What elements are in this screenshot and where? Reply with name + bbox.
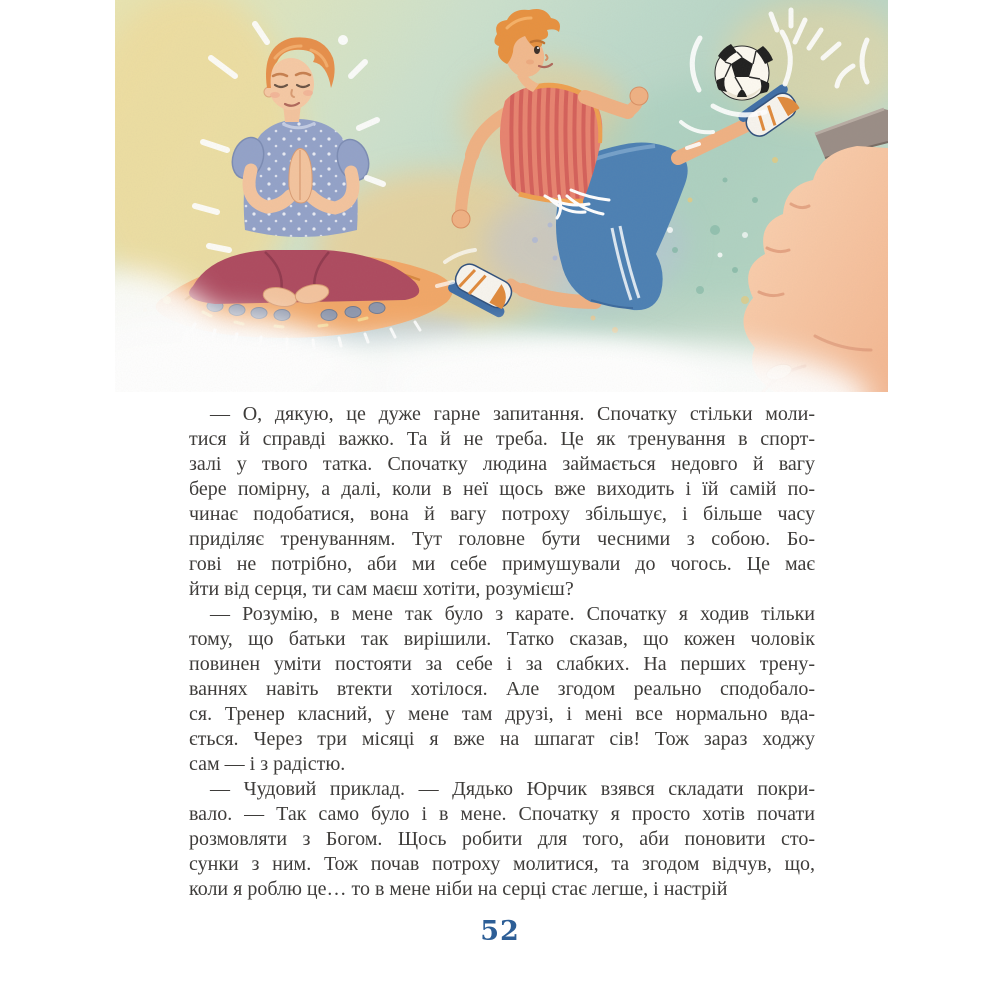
text-line: гові не потрібно, аби ми себе примушували до чогось. Це має [189,553,815,575]
text-line: коли я роблю це… то в мене ніби на серці стає легше, і настрій [189,878,728,900]
text-line: — О, дякую, це дуже гарне запитання. Спочатку стільки моли- [210,403,815,425]
text-line: вало. — Так само було і в мене. Спочатку я просто хотів почати [189,803,815,825]
text-line: ся. Тренер класний, у мене там друзі, і мені все нормально вда- [189,703,815,725]
text-line: тому, що батьки так вирішили. Татко сказав, що кожен чоловік [189,628,815,650]
text-line: йти від серця, ти сам маєш хотіти, розумієш? [189,578,574,600]
illustration-meditation-football [115,0,888,392]
text-line: залі у твого татка. Спочатку людина займається недовго й вагу [189,453,815,475]
text-line: приділяє тренуванням. Тут головне бути чесними з собою. Бо- [189,528,815,550]
text-line: бере помірну, а далі, коли в неї щось вже виходить і їй самій по- [189,478,815,500]
paragraph [189,777,815,902]
page-number: 52 [480,916,520,947]
text-line: повинен уміти постояти за себе і за слабких. На перших трену- [189,653,815,675]
text-line: сунки з ним. Тож почав потроху молитися, та згодом відчув, що, [189,853,815,875]
text-line: тися й справді важко. Та й не треба. Це як тренування в спорт- [189,428,815,450]
paragraph [189,402,815,602]
text-line: ється. Через три місяці я вже на шпагат сів! Тож зараз ходжу [189,728,815,750]
text-line: — Чудовий приклад. — Дядько Юрчик взявся складати покри- [210,778,815,800]
text-line: сам — і з радістю. [189,753,346,775]
text-line: чинає подобатися, вона й вагу потроху збільшує, і більше часу [189,503,815,525]
paragraph [189,602,815,777]
story-text [189,402,815,902]
text-line: ваннях навіть втекти хотілося. Але згодом реально сподобало- [189,678,815,700]
text-line: розмовляти з Богом. Щось робити для того, аби поновити сто- [189,828,815,850]
paper-grain [115,0,888,392]
text-line: — Розумію, в мене так було з карате. Спочатку я ходив тільки [210,603,815,625]
